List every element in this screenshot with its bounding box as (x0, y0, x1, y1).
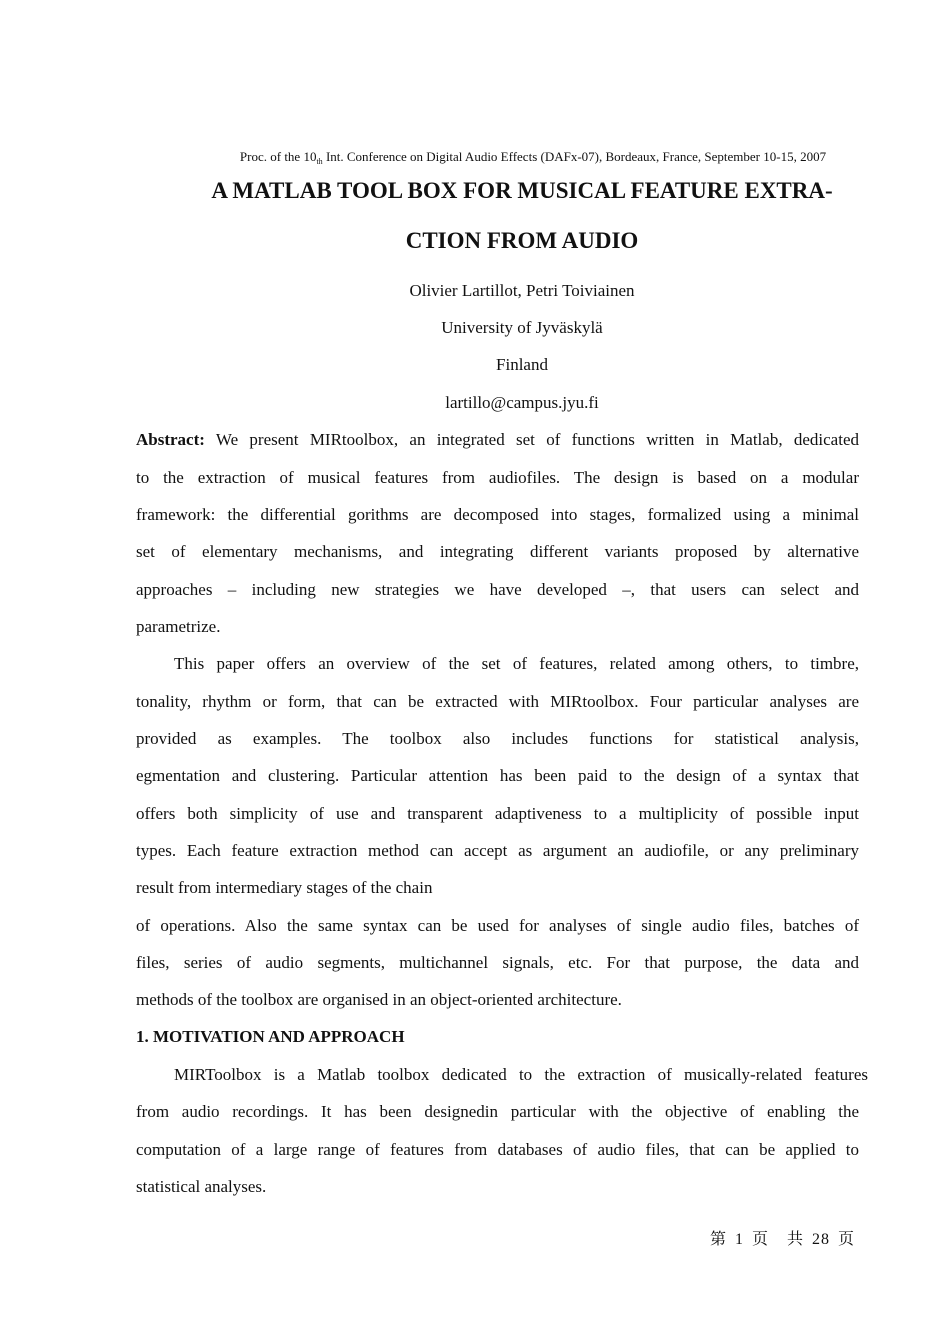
abstract-line (136, 429, 859, 451)
paragraph-line: egmentation and clustering. Particular attention has been paid to the design of a syntax that (136, 766, 859, 785)
paragraph-line: offers both simplicity of use and transparent adaptiveness to a multiplicity of possible input (136, 804, 859, 823)
paragraph-line: provided as examples. The toolbox also includes functions for statistical analysis, (136, 729, 859, 748)
paragraph-line: result from intermediary stages of the chain (136, 878, 433, 897)
paper-title-line-2: CTION FROM AUDIO (405, 228, 639, 253)
page-label-mid: 页 (751, 1231, 769, 1248)
paragraph-line: from audio recordings. It has been designedin particular with the objective of enabling the (136, 1102, 859, 1121)
paragraph-line: computation of a large range of features from databases of audio files, that can be applied to (136, 1140, 859, 1159)
paragraph-line: tonality, rhythm or form, that can be extracted with MIRtoolbox. Four particular analyses are (136, 692, 859, 711)
abstract-line: framework: the differential gorithms are decomposed into stages, formalized using a minimal (136, 505, 859, 524)
paper-title-line-1: A MATLAB TOOL BOX FOR MUSICAL FEATURE EXTRA- (211, 178, 833, 203)
abstract-line: to the extraction of musical features from audiofiles. The design is based on a modular (136, 468, 859, 487)
conference-header-ordinal: th (316, 157, 323, 166)
page-footer (706, 1226, 859, 1249)
paragraph-line: of operations. Also the same syntax can be used for analyses of single audio files, batches of (136, 916, 859, 935)
total-label: 共 (786, 1231, 804, 1248)
author-country: Finland (496, 355, 548, 374)
page-number: 1 (734, 1231, 744, 1248)
page-label-post: 页 (837, 1231, 855, 1248)
paragraph-line: MIRToolbox is a Matlab toolbox dedicated to the extraction of musically-related features (174, 1065, 868, 1084)
author-affiliation: University of Jyväskylä (441, 318, 603, 337)
abstract-line: set of elementary mechanisms, and integrating different variants proposed by alternative (136, 542, 859, 561)
paragraph-line: types. Each feature extraction method can accept as argument an audiofile, or any preliminary (136, 841, 859, 860)
page-label-pre: 第 (709, 1231, 727, 1248)
abstract-label: Abstract: (136, 430, 205, 449)
author-email: lartillo@campus.jyu.fi (445, 393, 599, 412)
abstract-line-text: We present MIRtoolbox, an integrated set of functions written in Matlab, dedicated (204, 430, 859, 449)
section-heading: 1. MOTIVATION AND APPROACH (136, 1027, 405, 1046)
paragraph-line: methods of the toolbox are organised in an object-oriented architecture. (136, 990, 622, 1009)
paragraph-line: files, series of audio segments, multichannel signals, etc. For that purpose, the data and (136, 953, 859, 972)
conference-header-suffix: Int. Conference on Digital Audio Effects (DAFx-07), Bordeaux, France, September 10-15, 2007 (322, 149, 827, 164)
abstract-line: approaches – including new strategies we have developed –, that users can select and (136, 580, 859, 599)
author-names: Olivier Lartillot, Petri Toiviainen (409, 281, 635, 300)
total-pages: 28 (811, 1231, 830, 1248)
paragraph-line: statistical analyses. (136, 1177, 267, 1196)
paragraph-line: This paper offers an overview of the set of features, related among others, to timbre, (174, 654, 859, 673)
abstract-line: parametrize. (136, 617, 221, 636)
conference-header-prefix: Proc. of the 10 (239, 149, 317, 164)
conference-header (58, 149, 950, 166)
